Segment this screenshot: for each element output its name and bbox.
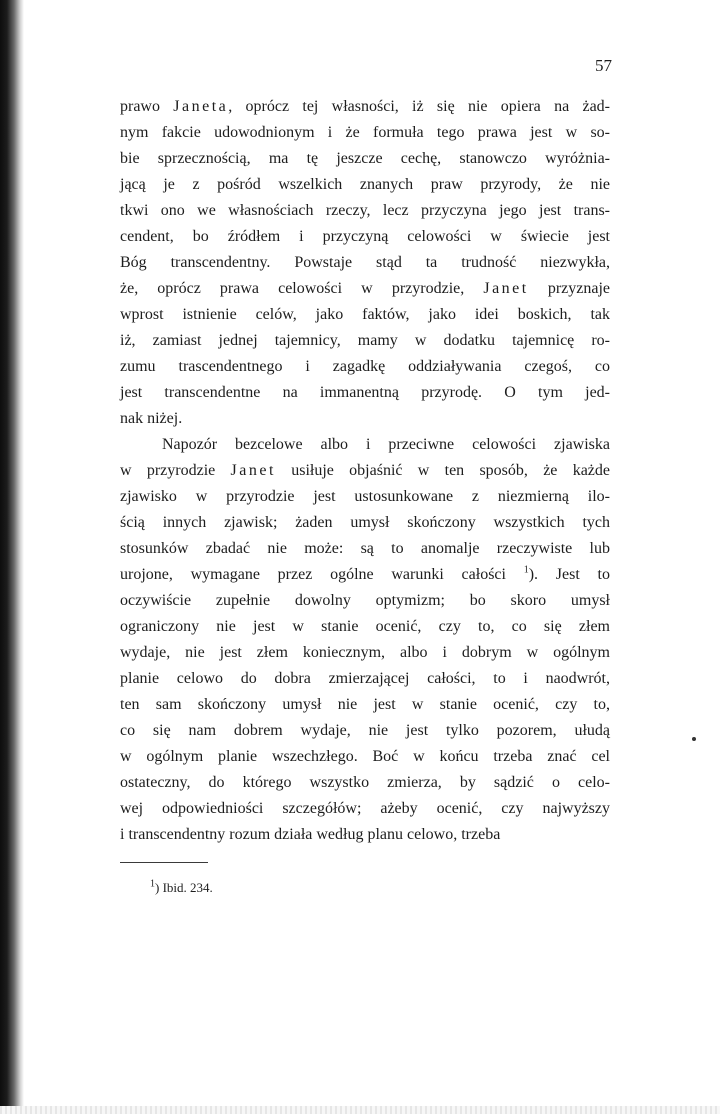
- text-segment: przyznaje: [528, 280, 610, 297]
- text-line: [120, 224, 610, 250]
- text-segment: oczywiście zupełnie dowolny optymizm; bo skoro umysł: [120, 592, 610, 609]
- text-line: [120, 250, 610, 276]
- text-line: [120, 822, 610, 848]
- text-segment: nak niżej.: [120, 410, 183, 427]
- text-segment: jącą je z pośród wszelkich znanych praw przyrody, że nie: [120, 176, 610, 193]
- text-line: [120, 172, 610, 198]
- text-segment: co się nam dobrem wydaje, nie jest tylko pozorem, ułudą: [120, 722, 610, 739]
- author-name: Janet: [230, 462, 276, 479]
- text-line: [120, 302, 610, 328]
- text-line: [120, 458, 610, 484]
- text-segment: wprost istnienie celów, jako faktów, jako idei boskich, tak: [120, 306, 610, 323]
- text-line: [120, 406, 610, 432]
- text-line: [120, 94, 610, 120]
- text-segment: wej odpowiedniości szczegółów; ażeby ocenić, czy najwyższy: [120, 800, 610, 817]
- text-line: [120, 718, 610, 744]
- text-segment: ścią innych zjawisk; żaden umysł skończony wszystkich tych: [120, 514, 610, 531]
- text-line: [120, 146, 610, 172]
- text-line: [120, 796, 610, 822]
- footnote-separator: [120, 862, 208, 863]
- text-line: [120, 354, 610, 380]
- text-segment: w ogólnym planie wszechzłego. Boć w końcu trzeba znać cel: [120, 748, 610, 765]
- text-segment: wydaje, nie jest złem koniecznym, albo i dobrym w ogólnym: [120, 644, 610, 661]
- text-segment: że, oprócz prawa celowości w przyrodzie,: [120, 280, 484, 297]
- text-line: [120, 276, 610, 302]
- text-line: [120, 510, 610, 536]
- text-line: [120, 328, 610, 354]
- text-segment: , oprócz tej własności, iż się nie opiera na żad-: [228, 98, 610, 115]
- paragraph: [120, 432, 610, 848]
- page-number: 57: [595, 56, 612, 75]
- text-segment: urojone, wymagane przez ogólne warunki całości: [120, 566, 524, 583]
- text-line: [120, 380, 610, 406]
- text-segment: iż, zamiast jednej tajemnicy, mamy w dodatku tajemnicę ro-: [120, 332, 610, 349]
- author-name: Janet: [483, 280, 529, 297]
- text-line: [120, 744, 610, 770]
- text-line: [120, 588, 610, 614]
- text-segment: w przyrodzie: [120, 462, 231, 479]
- text-segment: ostateczny, do którego wszystko zmierza, by sądzić o celo-: [120, 774, 610, 791]
- text-segment: bie sprzecznością, ma tę jeszcze cechę, stanowczo wyróżnia-: [120, 150, 610, 167]
- text-segment: i transcendentny rozum działa według planu celowo, trzeba: [120, 826, 501, 843]
- paragraph: [120, 94, 610, 432]
- text-line: [120, 562, 610, 588]
- text-segment: stosunków zbadać nie może: są to anomalje rzeczywiste lub: [120, 540, 610, 557]
- text-segment: nym fakcie udowodnionym i że formuła tego prawa jest w so-: [120, 124, 610, 141]
- footnote-marker: 1: [150, 878, 155, 890]
- text-segment: Napozór bezcelowe albo i przeciwne celowości zjawiska: [162, 436, 610, 453]
- text-line: [120, 432, 610, 458]
- text-line: [120, 770, 610, 796]
- text-segment: zumu trascendentnego i zagadkę oddziaływania czegoś, co: [120, 358, 610, 375]
- text-line: [120, 666, 610, 692]
- text-segment: Bóg transcendentny. Powstaje stąd ta trudność niezwykła,: [120, 254, 610, 271]
- text-segment: usiłuje objaśnić w ten sposób, że każde: [275, 462, 610, 479]
- ink-speck: [692, 737, 696, 741]
- text-line: [120, 536, 610, 562]
- footnote-text: ) Ibid. 234.: [155, 880, 213, 895]
- body-text: [120, 94, 610, 848]
- text-line: [120, 120, 610, 146]
- text-line: [120, 640, 610, 666]
- text-line: [120, 614, 610, 640]
- text-segment: zjawisko w przyrodzie jest ustosunkowane z niezmierną ilo-: [120, 488, 610, 505]
- text-segment: planie celowo do dobra zmierzającej całości, to i naodwrót,: [120, 670, 610, 687]
- text-segment: ograniczony nie jest w stanie ocenić, czy to, co się złem: [120, 618, 610, 635]
- page-bottom-edge: [0, 1106, 720, 1114]
- text-segment: ). Jest to: [528, 566, 610, 583]
- text-segment: jest transcendentne na immanentną przyrodę. O tym jed-: [120, 384, 610, 401]
- text-segment: tkwi ono we własnościach rzeczy, lecz przyczyna jego jest trans-: [120, 202, 610, 219]
- text-line: [120, 692, 610, 718]
- footnote-reference: 1: [523, 564, 529, 576]
- text-line: [120, 198, 610, 224]
- text-segment: prawo: [120, 98, 174, 115]
- author-name: Janeta: [173, 98, 229, 115]
- text-line: [120, 484, 610, 510]
- binding-shadow: [0, 0, 24, 1114]
- text-segment: ten sam skończony umysł nie jest w stanie ocenić, czy to,: [120, 696, 610, 713]
- text-segment: cendent, bo źródłem i przyczyną celowości w świecie jest: [120, 228, 610, 245]
- footnote: [150, 880, 213, 896]
